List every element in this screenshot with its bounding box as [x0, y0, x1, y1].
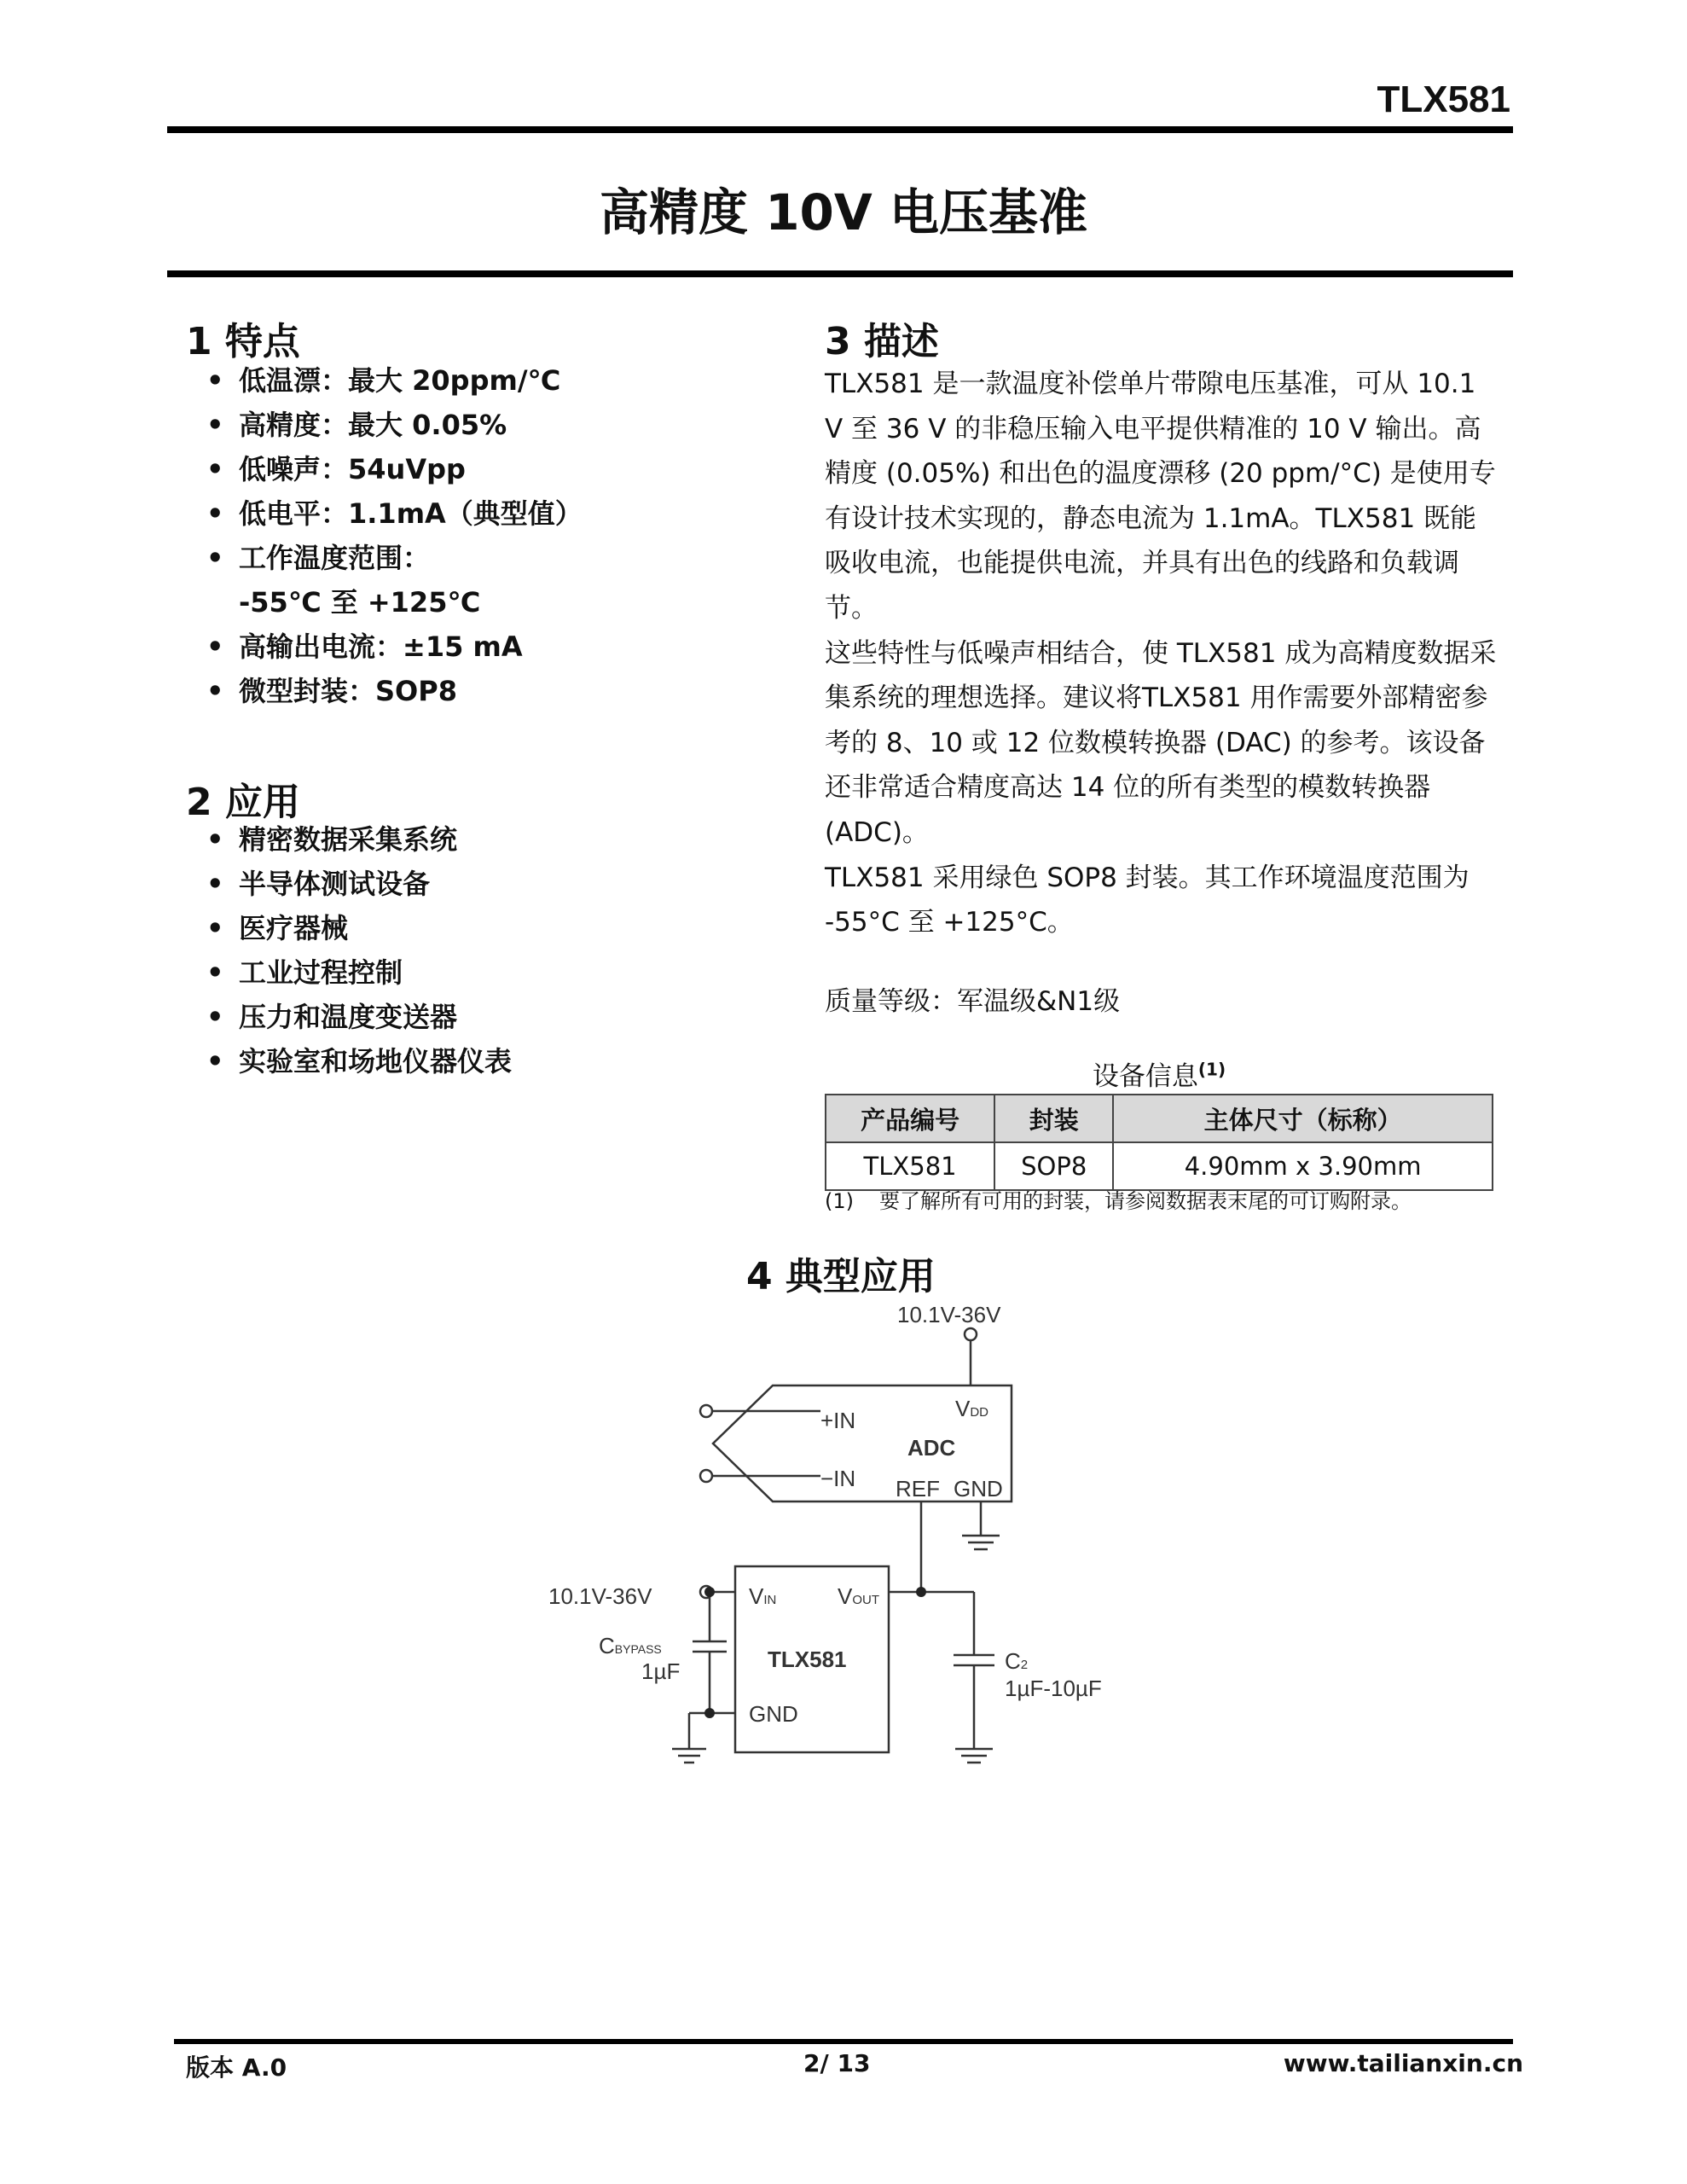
part-number: TLX581	[1377, 78, 1510, 120]
page-number: 2/ 13	[803, 2049, 871, 2077]
header-rule	[167, 126, 1513, 133]
footer-website: www.tailianxin.cn	[1283, 2049, 1523, 2077]
chip-label: TLX581	[768, 1647, 847, 1672]
list-item: • 精密数据采集系统	[206, 823, 458, 856]
cbypass-label: CBYPASS	[599, 1633, 662, 1658]
list-item: • 低温漂：最大 20ppm/℃	[206, 364, 561, 397]
list-item: • 工作温度范围：	[206, 542, 431, 574]
page-title: 高精度 10V 电压基准	[600, 183, 1087, 241]
features-heading: 1 特点	[186, 320, 300, 363]
table-footnote: (1) 要了解所有可用的封装，请参阅数据表末尾的可订购附录。	[825, 1189, 1412, 1213]
description-body	[825, 362, 1499, 945]
list-item: • 压力和温度变送器	[206, 1001, 458, 1033]
c2-value: 1µF-10µF	[1005, 1676, 1102, 1701]
description-paragraph: TLX581 采用绿色 SOP8 封装。其工作环境温度范围为 -55°C 至 +125°C。	[825, 862, 1470, 938]
applications-list	[171, 817, 512, 1083]
list-item: • 工业过程控制	[206, 956, 403, 989]
list-item: • 半导体测试设备	[206, 868, 431, 900]
node-dot	[704, 1708, 715, 1718]
supply-terminal-top	[965, 1328, 977, 1340]
header-cell: 产品编号	[826, 1095, 994, 1142]
header-cell: 封装	[994, 1095, 1113, 1142]
table-header-row	[826, 1095, 1493, 1142]
adc-label: ADC	[907, 1435, 956, 1461]
list-item: • 高输出电流：±15 mA	[206, 630, 523, 663]
cbypass-value: 1µF	[641, 1658, 681, 1684]
description-paragraph: TLX581 是一款温度补偿单片带隙电压基准，可从 10.1 V 至 36 V 的非稳压输入电平提供精准的 10 V 输出。高精度 (0.05%) 和出色的温度漂移 (20 ppm/°C) 是使用专有设计技术实现的，静态电流为 1.1mA。TLX581 既能吸收电流，也能提供电流，并具有出色的线路和负载调节。	[825, 369, 1496, 624]
footer-rule	[174, 2039, 1513, 2044]
c2-label: C2	[1005, 1648, 1029, 1674]
device-info-table	[825, 1094, 1493, 1191]
caption-note: (1)	[1197, 1059, 1226, 1080]
list-item: • 高精度：最大 0.05%	[206, 409, 507, 441]
table-cell: SOP8	[994, 1142, 1113, 1190]
header-cell: 主体尺寸（标称）	[1113, 1095, 1493, 1142]
list-item: • 微型封装：SOP8	[206, 675, 457, 707]
vout-label: VOUT	[838, 1583, 880, 1609]
list-item: • 医疗器械	[206, 912, 349, 944]
in-plus-label: +IN	[820, 1408, 856, 1433]
description-heading: 3 描述	[825, 320, 939, 363]
supply-label-left: 10.1V-36V	[548, 1583, 652, 1609]
footer-version: 版本 A.0	[186, 2053, 287, 2082]
typical-app-heading: 4 典型应用	[746, 1255, 936, 1298]
in-plus-terminal	[700, 1405, 712, 1417]
node-dot	[704, 1587, 715, 1597]
table-caption: 设备信息$^{(1)}$	[1092, 1059, 1226, 1092]
list-item: • 低噪声：54uVpp	[206, 453, 466, 485]
typical-application-circuit	[529, 1288, 1143, 1783]
vdd-label: VDD	[955, 1396, 989, 1421]
applications-heading: 2 应用	[186, 781, 300, 824]
ref-label: REF	[896, 1476, 940, 1502]
features-list	[171, 358, 583, 713]
table-cell: 4.90mm x 3.90mm	[1113, 1142, 1493, 1190]
node-dot	[916, 1587, 926, 1597]
supply-label-top: 10.1V-36V	[897, 1302, 1001, 1327]
list-item: • 实验室和场地仪器仪表	[206, 1045, 513, 1077]
adc-gnd-label: GND	[954, 1476, 1003, 1502]
in-minus-terminal	[700, 1470, 712, 1482]
vin-label: VIN	[749, 1583, 777, 1609]
table-row	[826, 1142, 1493, 1190]
description-paragraph: 这些特性与低噪声相结合，使 TLX581 成为高精度数据采集系统的理想选择。建议将TLX581 用作需要外部精密参考的 8、10 或 12 位数模转换器 (DAC) 的参考。该设备还非常适合精度高达 14 位的所有类型的模数转换器 (ADC)。	[825, 637, 1497, 848]
quality-grade: 质量等级：军温级&N1级	[825, 986, 1121, 1017]
chip-gnd-label: GND	[749, 1701, 798, 1727]
list-item: • 低电平：1.1mA（典型值）	[206, 497, 583, 530]
title-rule	[167, 270, 1513, 277]
in-minus-label: −IN	[820, 1466, 856, 1491]
table-cell: TLX581	[826, 1142, 994, 1190]
list-item-continuation: -55℃ 至 +125℃	[239, 586, 481, 619]
